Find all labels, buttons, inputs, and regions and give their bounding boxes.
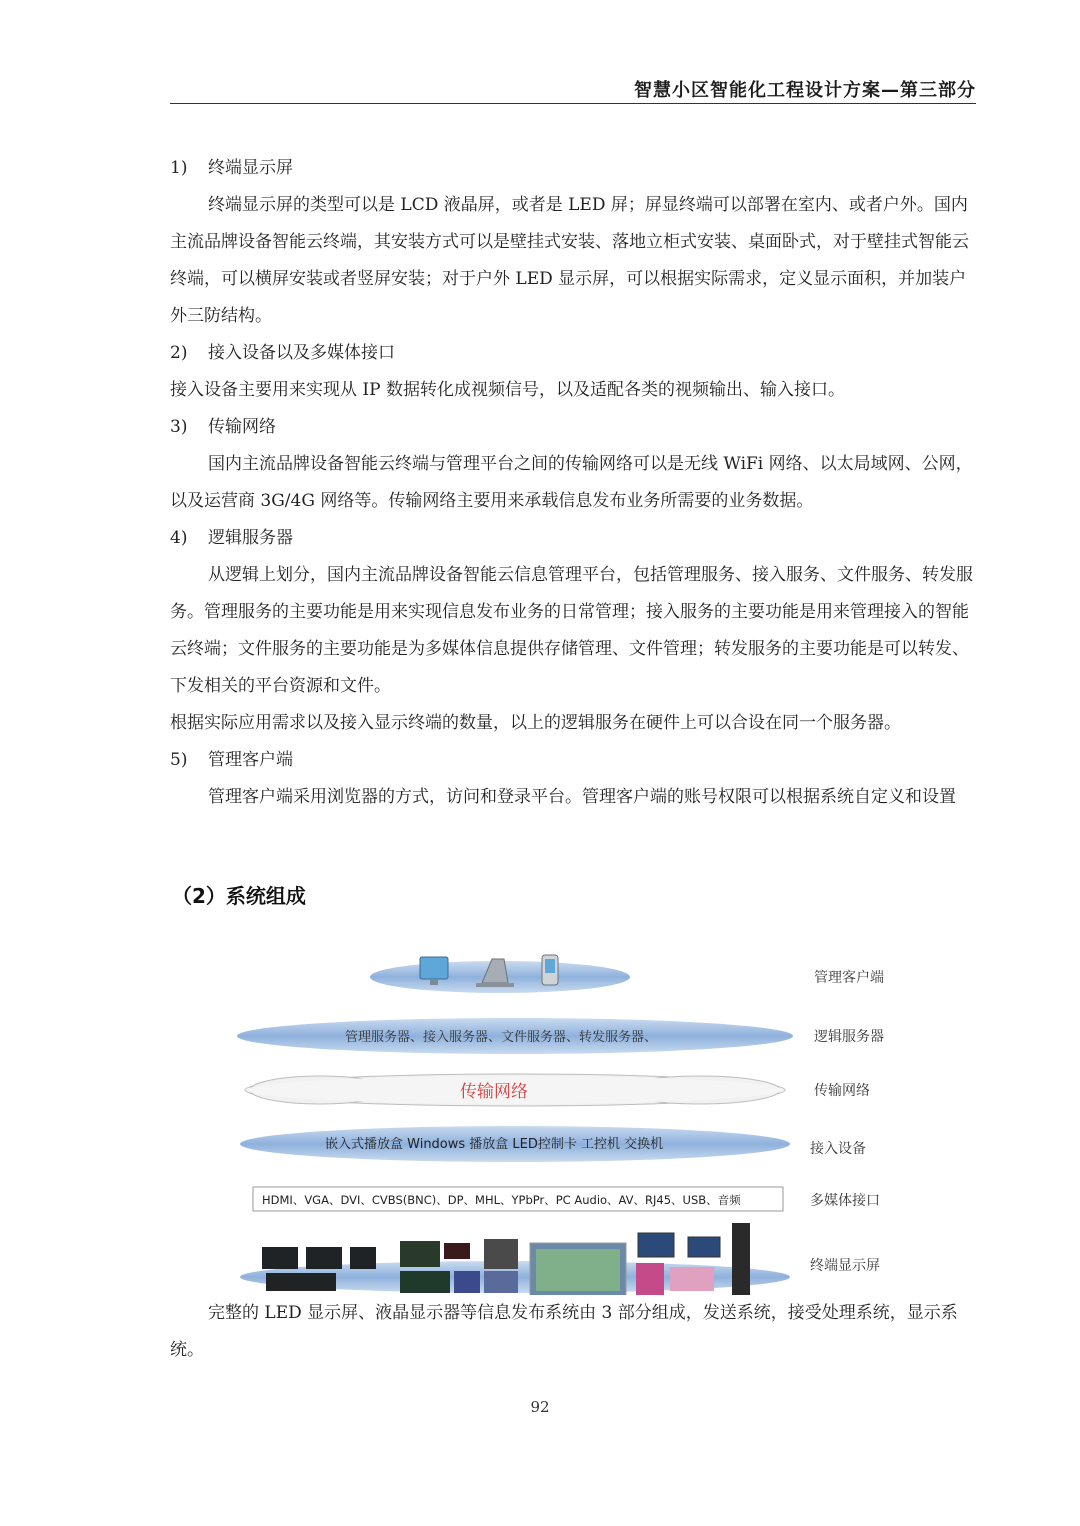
heading-number: 1): [170, 158, 188, 178]
tablet-display-icon: [688, 1237, 720, 1257]
heading-4: [170, 520, 978, 557]
heading-5: [170, 742, 978, 779]
closing-text: 完整的 LED 显示屏、液晶显示器等信息发布系统由 3 部分组成，发送系统，接受处理系统，显示系统。: [170, 1303, 958, 1360]
heading-2: [170, 335, 978, 372]
heading-title: 接入设备以及多媒体接口: [208, 343, 395, 363]
video-wall-icon: [454, 1271, 480, 1293]
heading-title: 逻辑服务器: [208, 528, 293, 548]
paragraph-4b: 根据实际应用需求以及接入显示终端的数量，以上的逻辑服务在硬件上可以合设在同一个服务器。: [170, 713, 901, 733]
layer-content-network: 传输网络: [460, 1082, 528, 1102]
paragraph-2: 接入设备主要用来实现从 IP 数据转化成视频信号，以及适配各类的视频输出、输入接口。: [170, 380, 845, 400]
layer-label-display: 终端显示屏: [810, 1258, 880, 1274]
layer-content-servers: 管理服务器、接入服务器、文件服务器、转发服务器、: [345, 1030, 658, 1045]
header-title: 智慧小区智能化工程设计方案—第三部分: [634, 80, 976, 101]
paragraph-5: 管理客户端采用浏览器的方式，访问和登录平台。管理客户端的账号权限可以根据系统自定义和设置: [208, 787, 956, 807]
tablet-display-icon: [638, 1233, 674, 1257]
photo-display-icon: [484, 1239, 518, 1269]
led-board-icon: [400, 1241, 440, 1267]
paragraph-4: 从逻辑上划分，国内主流品牌设备智能云信息管理平台，包括管理服务、接入服务、文件服务、转发服务。管理服务的主要功能是用来实现信息发布业务的日常管理；接入服务的主要功能是用来管理接入的智能云终端；文件服务的主要功能是为多媒体信息提供存储管理、文件管理；转发服务的主要功能是可以转发、下发相关的平台资源和文件。: [170, 565, 973, 696]
led-sign-icon: [266, 1273, 336, 1291]
layer-label-access: 接入设备: [810, 1141, 866, 1157]
heading-3: [170, 409, 978, 446]
lcd-display-icon: [536, 1249, 620, 1291]
system-diagram: [230, 945, 910, 1295]
layer-label-network: 传输网络: [814, 1083, 870, 1099]
display-devices: [262, 1223, 750, 1295]
layer-label-servers: 逻辑服务器: [814, 1029, 884, 1045]
section-title: （2）系统组成: [172, 884, 306, 908]
led-sign-icon: [262, 1247, 298, 1269]
heading-number: 5): [170, 750, 188, 770]
phone-icon: [542, 955, 558, 985]
closing-paragraph: [170, 1295, 978, 1369]
main-text: [170, 150, 978, 816]
header-divider: [170, 103, 976, 104]
kiosk-display-icon: [670, 1267, 714, 1291]
video-wall-icon: [484, 1271, 518, 1293]
led-board-icon: [400, 1271, 450, 1293]
heading-number: 3): [170, 417, 188, 437]
heading-title: 管理客户端: [208, 750, 293, 770]
heading-1: [170, 150, 978, 187]
layer-label-client: 管理客户端: [814, 970, 884, 986]
led-sign-icon: [306, 1247, 342, 1269]
layer-label-interfaces: 多媒体接口: [810, 1193, 880, 1209]
kiosk-display-icon: [636, 1263, 664, 1295]
heading-number: 2): [170, 343, 188, 363]
heading-title: 终端显示屏: [208, 158, 293, 178]
page-number: 92: [530, 1398, 550, 1416]
heading-number: 4): [170, 528, 188, 548]
layer-content-interfaces: HDMI、VGA、DVI、CVBS(BNC)、DP、MHL、YPbPr、PC Audio、AV、RJ45、USB、音频: [262, 1193, 741, 1207]
layer-content-access: 嵌入式播放盒 Windows 播放盒 LED控制卡 工控机 交换机: [325, 1137, 664, 1152]
paragraph-1: 终端显示屏的类型可以是 LCD 液晶屏，或者是 LED 屏；屏显终端可以部署在室内、或者户外。国内主流品牌设备智能云终端，其安装方式可以是壁挂式安装、落地立柜式安装、桌面卧式，对于壁挂式智能云终端，可以横屏安装或者竖屏安装；对于户外 LED 显示屏，可以根据实际需求，定义显示面积，并加装户外三防结构。: [170, 195, 969, 326]
kiosk-display-icon: [732, 1223, 750, 1295]
led-board-icon: [444, 1243, 470, 1259]
heading-title: 传输网络: [208, 417, 276, 437]
paragraph-3: 国内主流品牌设备智能云终端与管理平台之间的传输网络可以是无线 WiFi 网络、以太局域网、公网，以及运营商 3G/4G 网络等。传输网络主要用来承载信息发布业务所需要的业务数据。: [170, 454, 973, 511]
led-sign-icon: [350, 1247, 376, 1269]
